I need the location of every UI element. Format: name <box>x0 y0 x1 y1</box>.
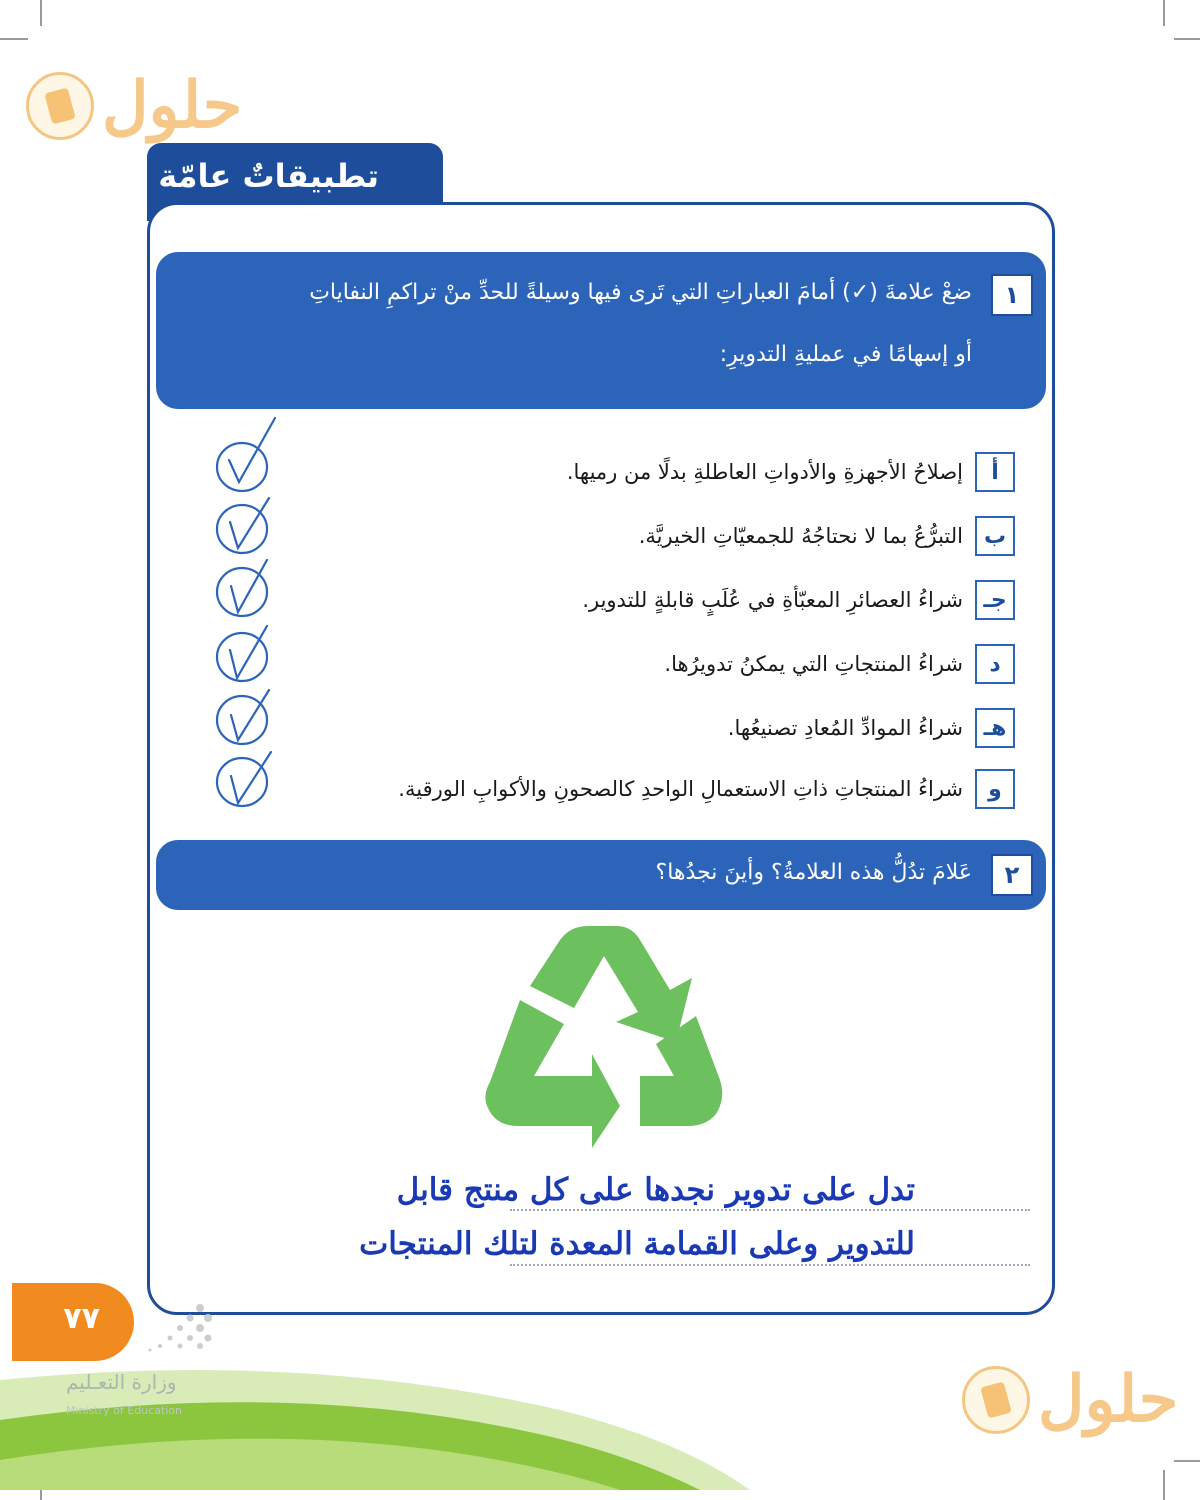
question-number: ٢ <box>991 854 1033 896</box>
list-item <box>728 707 1015 749</box>
page-number: ٧٧ <box>63 1301 100 1336</box>
checkmark-circle-icon[interactable] <box>217 498 269 553</box>
answer-line-2: للتدوير وعلى القمامة المعدة لتلك المنتجات <box>359 1226 915 1262</box>
recycle-icon <box>470 920 730 1155</box>
item-label: ب <box>975 516 1015 556</box>
question-2-text: عَلامَ تدُلُّ هذه العلامةُ؟ وأينَ نجدُها؟ <box>655 860 972 885</box>
item-text: شراءُ المنتجاتِ التي يمكنُ تدويرُها. <box>664 652 963 676</box>
question-1-bar <box>156 252 1046 409</box>
crop-mark <box>1174 1460 1200 1462</box>
watermark-text: حلول <box>1038 1362 1179 1437</box>
watermark-text: حلول <box>102 68 243 143</box>
watermark-logo <box>26 68 243 143</box>
list-item <box>639 515 1015 557</box>
item-text: التبرُّعُ بما لا نحتاجُهُ للجمعيّاتِ الخيريَّة. <box>638 524 963 548</box>
checkmark-circle-icon[interactable] <box>217 690 269 744</box>
item-text: شراءُ المنتجاتِ ذاتِ الاستعمالِ الواحدِ كالصحونِ والأكوابِ الورقية. <box>398 777 963 801</box>
watermark-logo <box>962 1362 1179 1437</box>
checkmark-circle-icon[interactable] <box>217 418 275 491</box>
item-text: شراءُ الموادِّ المُعادِ تصنيعُها. <box>727 716 963 740</box>
item-label: د <box>975 644 1015 684</box>
crop-mark <box>1174 38 1200 40</box>
question-1-line-2: أو إسهامًا في عمليةِ التدويرِ: <box>719 342 972 367</box>
list-item <box>664 643 1015 685</box>
item-label: أ <box>975 452 1015 492</box>
item-text: شراءُ العصائرِ المعبّأةِ في عُلَبٍ قابلةٍ للتدوير. <box>582 588 963 612</box>
item-text: إصلاحُ الأجهزةِ والأدواتِ العاطلةِ بدلًا من رميها. <box>566 460 963 484</box>
section-title: تطبيقاتٌ عامّة <box>158 157 379 195</box>
page-number-badge <box>12 1283 134 1361</box>
crop-mark <box>40 0 42 26</box>
checkmark-circle-icon[interactable] <box>217 560 267 616</box>
question-2-bar <box>156 840 1046 910</box>
answer-line <box>510 1209 1030 1211</box>
question-1-line-1: ضعْ علامةَ (✓) أمامَ العباراتِ التي تَرى فيها وسيلةً للحدِّ منْ تراكمِ النفاياتِ <box>309 280 972 305</box>
check-column <box>205 410 295 810</box>
item-label: و <box>975 769 1015 809</box>
checkmark-circle-icon[interactable] <box>217 626 267 681</box>
list-item <box>582 579 1015 621</box>
book-icon <box>26 72 94 140</box>
item-label: هـ <box>975 708 1015 748</box>
ministry-name: وزارة التعـليم <box>66 1370 177 1394</box>
answer-line <box>510 1264 1030 1266</box>
ministry-name-en: Ministry of Education <box>66 1404 183 1417</box>
crop-mark <box>1163 1470 1165 1500</box>
footer-wave <box>0 1340 760 1500</box>
crop-mark <box>0 38 28 40</box>
book-icon <box>962 1366 1030 1434</box>
item-label: جـ <box>975 580 1015 620</box>
question-number: ١ <box>991 274 1033 316</box>
list-item <box>567 451 1015 493</box>
crop-mark <box>1163 0 1165 26</box>
list-item <box>398 768 1015 810</box>
dots-pattern <box>120 1300 215 1355</box>
checkmark-circle-icon[interactable] <box>217 752 271 806</box>
answer-line-1: تدل على تدوير نجدها على كل منتج قابل <box>396 1172 915 1208</box>
